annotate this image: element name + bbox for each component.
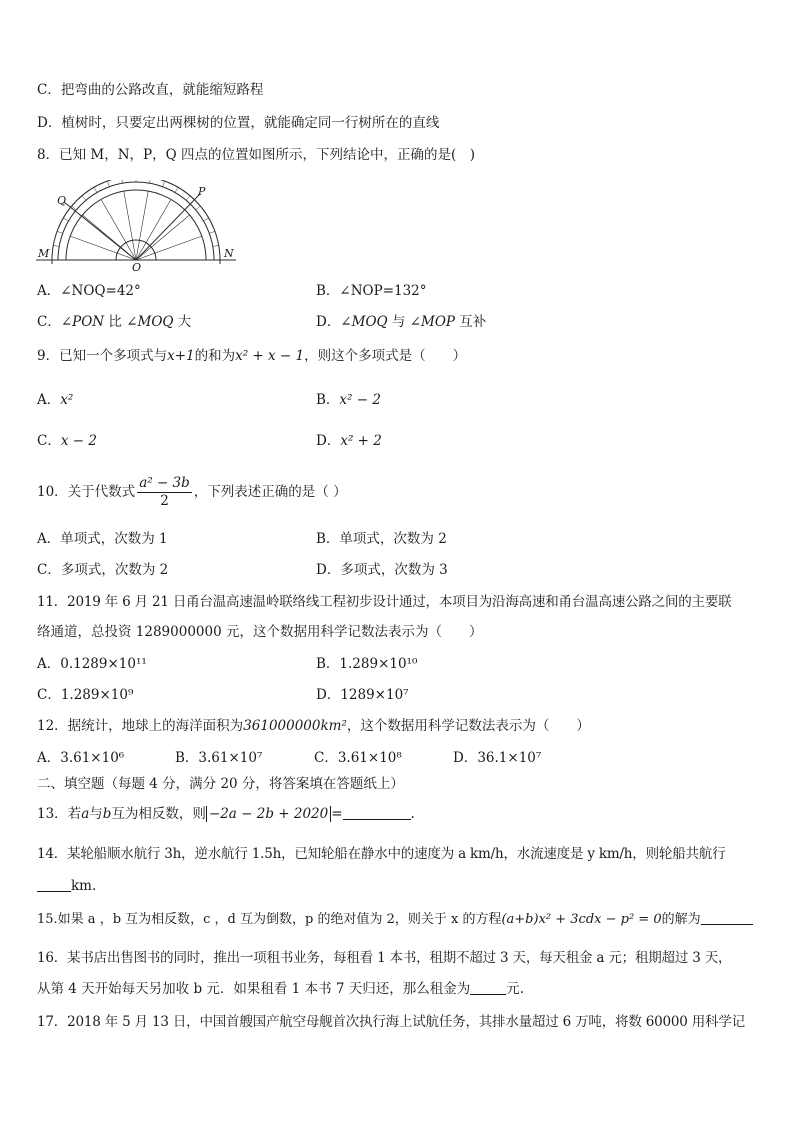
fraction: $\frac{\text{a² − 3b}}{2}$ [139, 475, 190, 509]
question-16-line1: 16．某书店出售图书的同时，推出一项租书业务，每租看 1 本书，租期不超过 3 天，每天租金 a 元；租期超过 3 天， [37, 950, 732, 966]
question-11-line1: 11．2019 年 6 月 21 日甬台温高速温岭联络线工程初步设计通过，本项目为沿海高速和甬台温高速公路之间的主要联 [37, 594, 732, 610]
question-14-line2: km. [37, 876, 96, 896]
q11-option-c: C．1.289×10⁹ [37, 687, 134, 703]
question-14-line1: 14．某轮船顺水航行 3h，逆水航行 1.5h，已知轮船在静水中的速度为 a km/h，水流速度是 y km/h，则轮船共航行 [37, 846, 726, 862]
q8-option-c: C．∠PON 比 ∠MOQ 大 [37, 314, 192, 330]
q12-option-b: B．3.61×10⁷ [175, 750, 263, 766]
section-2-heading: 二、填空题（每题 4 分，满分 20 分，将答案填在答题纸上） [37, 776, 404, 792]
ray-oq [64, 202, 136, 260]
point-o-label: O [132, 261, 142, 272]
q11-option-a: A．0.1289×10¹¹ [37, 656, 147, 672]
point-n-label: N [224, 247, 234, 260]
answer-blank [470, 980, 506, 995]
q9-option-b: B．x² − 2 [316, 392, 381, 408]
q10-option-d: D．多项式，次数为 3 [316, 562, 448, 578]
question-10: 10．关于代数式 $\frac{\text{a² − 3b}}{2}$ ，下列表述正确的是（ ） [37, 475, 347, 509]
protractor-figure [36, 180, 236, 272]
q8-option-b: B．∠NOP=132° [316, 283, 427, 299]
question-15: 15.如果 a ，b 互为相反数，c ，d 互为倒数，p 的绝对值为 2，则关于 x 的方程(a+b)x² + 3cdx − p² = 0的解为 [37, 910, 753, 930]
ray-op [136, 194, 200, 260]
question-16-line2: 从第 4 天开始每天另加收 b 元．如果租看 1 本书 7 天归还，那么租金为 元. [37, 981, 525, 997]
question-12: 12．据统计，地球上的海洋面积为361000000km²，这个数据用科学记数法表示为（ ） [37, 718, 590, 734]
q10-option-b: B．单项式，次数为 2 [316, 531, 447, 547]
q8-option-d: D．∠MOQ 与 ∠MOP 互补 [316, 314, 487, 330]
q10-option-c: C．多项式，次数为 2 [37, 562, 169, 578]
q11-option-d: D．1289×10⁷ [316, 687, 409, 703]
question-13: 13．若a与b互为相反数，则 −2a − 2b + 2020 = . [37, 806, 415, 822]
question-9: 9．已知一个多项式与x+1的和为x² + x − 1，则这个多项式是（ ） [37, 348, 467, 364]
question-17-line1: 17．2018 年 5 月 13 日，中国首艘国产航空母舰首次执行海上试航任务，其排水量超过 6 万吨，将数 60000 用科学记 [37, 1014, 745, 1030]
q9-option-a: A．x² [37, 392, 74, 408]
q11-option-b: B．1.289×10¹⁰ [316, 656, 418, 672]
q9-option-c: C．x − 2 [37, 433, 97, 449]
q7-option-c: C．把弯曲的公路改直，就能缩短路程 [37, 82, 264, 98]
question-8: 8．已知 M，N，P，Q 四点的位置如图所示，下列结论中，正确的是( ) [37, 147, 475, 163]
q12-option-d: D．36.1×10⁷ [453, 750, 542, 766]
protractor-outer-arc [52, 180, 220, 260]
q9-option-d: D．x² + 2 [316, 433, 382, 449]
point-q-label: Q [57, 194, 67, 207]
point-m-label: M [38, 247, 50, 260]
point-p-label: P [198, 185, 206, 198]
q12-option-c: C．3.61×10⁸ [314, 750, 402, 766]
q10-option-a: A．单项式，次数为 1 [37, 531, 168, 547]
answer-blank [701, 910, 753, 925]
q7-option-d: D．植树时，只要定出两棵树的位置，就能确定同一行树所在的直线 [37, 115, 440, 131]
answer-blank [37, 877, 71, 892]
q8-option-a: A．∠NOQ=42° [37, 283, 141, 299]
q12-option-a: A．3.61×10⁶ [37, 750, 125, 766]
question-11-line2: 络通道，总投资 1289000000 元，这个数据用科学记数法表示为（ ） [37, 624, 483, 640]
answer-blank [343, 805, 411, 820]
